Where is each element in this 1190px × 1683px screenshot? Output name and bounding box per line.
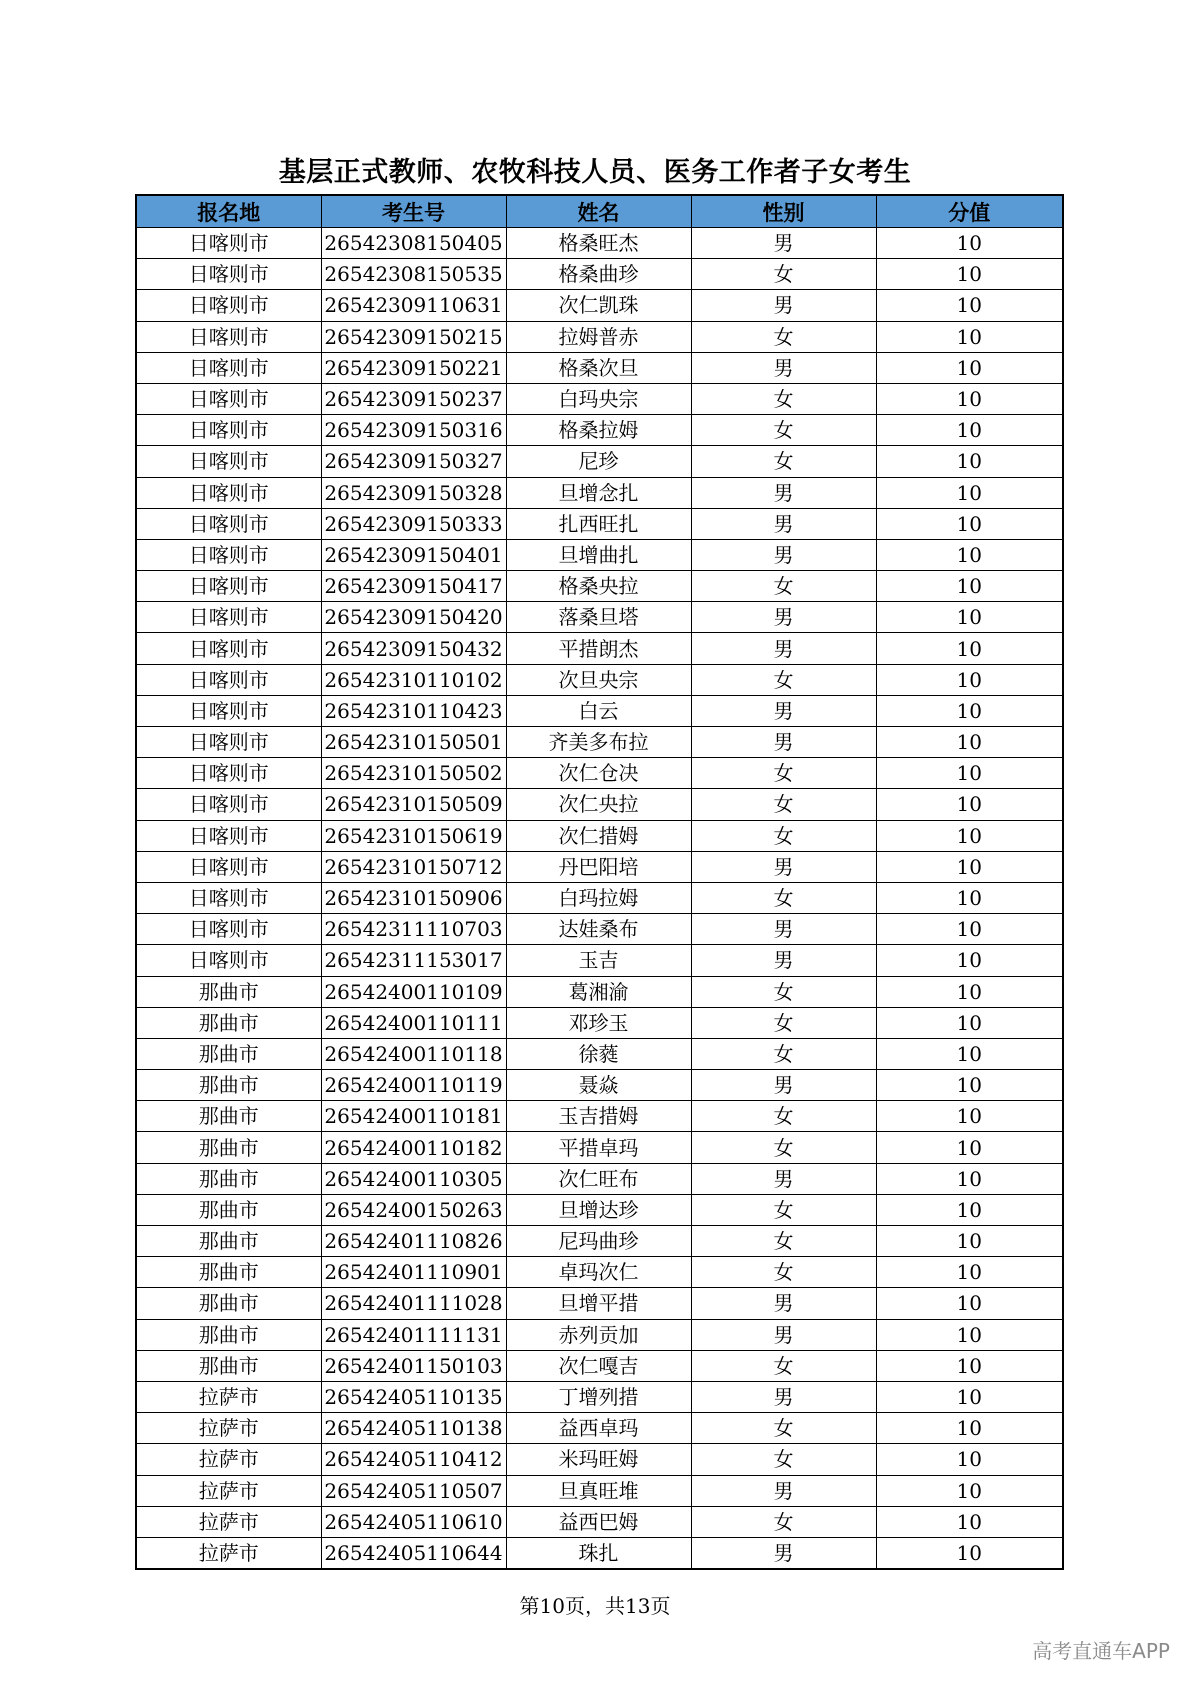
cell-name: 次旦央宗 xyxy=(506,664,691,695)
table-row xyxy=(136,633,1063,664)
table-row xyxy=(136,1475,1063,1506)
cell-candidate-number: 26542308150535 xyxy=(321,259,506,290)
cell-name: 赤列贡加 xyxy=(506,1319,691,1350)
cell-score: 10 xyxy=(876,1007,1063,1038)
cell-score: 10 xyxy=(876,228,1063,259)
cell-score: 10 xyxy=(876,1350,1063,1381)
header-registration-place: 报名地 xyxy=(136,195,321,228)
cell-name: 旦增平措 xyxy=(506,1288,691,1319)
cell-score: 10 xyxy=(876,321,1063,352)
cell-name: 次仁措姆 xyxy=(506,820,691,851)
cell-score: 10 xyxy=(876,571,1063,602)
header-name: 姓名 xyxy=(506,195,691,228)
cell-candidate-number: 26542310110102 xyxy=(321,664,506,695)
cell-score: 10 xyxy=(876,477,1063,508)
cell-registration-place: 拉萨市 xyxy=(136,1381,321,1412)
cell-gender: 男 xyxy=(691,914,876,945)
cell-gender: 男 xyxy=(691,477,876,508)
cell-name: 旦增达珍 xyxy=(506,1194,691,1225)
cell-gender: 男 xyxy=(691,727,876,758)
cell-score: 10 xyxy=(876,1194,1063,1225)
cell-name: 次仁央拉 xyxy=(506,789,691,820)
cell-registration-place: 那曲市 xyxy=(136,1350,321,1381)
cell-gender: 女 xyxy=(691,1257,876,1288)
cell-candidate-number: 26542309150327 xyxy=(321,446,506,477)
cell-gender: 女 xyxy=(691,1101,876,1132)
candidate-table xyxy=(135,194,1064,1570)
cell-score: 10 xyxy=(876,602,1063,633)
cell-registration-place: 拉萨市 xyxy=(136,1506,321,1537)
cell-candidate-number: 26542309150420 xyxy=(321,602,506,633)
cell-gender: 男 xyxy=(691,851,876,882)
table-row xyxy=(136,508,1063,539)
cell-name: 平措卓玛 xyxy=(506,1132,691,1163)
cell-candidate-number: 26542401110826 xyxy=(321,1226,506,1257)
cell-registration-place: 日喀则市 xyxy=(136,228,321,259)
cell-name: 格桑次旦 xyxy=(506,352,691,383)
cell-registration-place: 那曲市 xyxy=(136,1319,321,1350)
cell-score: 10 xyxy=(876,882,1063,913)
table-row xyxy=(136,945,1063,976)
table-row xyxy=(136,1506,1063,1537)
cell-score: 10 xyxy=(876,789,1063,820)
cell-registration-place: 日喀则市 xyxy=(136,290,321,321)
cell-name: 米玛旺姆 xyxy=(506,1444,691,1475)
table-row xyxy=(136,415,1063,446)
cell-name: 尼珍 xyxy=(506,446,691,477)
cell-candidate-number: 26542400110182 xyxy=(321,1132,506,1163)
cell-registration-place: 日喀则市 xyxy=(136,259,321,290)
cell-score: 10 xyxy=(876,290,1063,321)
cell-name: 珠扎 xyxy=(506,1537,691,1569)
cell-registration-place: 那曲市 xyxy=(136,1194,321,1225)
cell-registration-place: 日喀则市 xyxy=(136,415,321,446)
cell-score: 10 xyxy=(876,1537,1063,1569)
table-row xyxy=(136,789,1063,820)
cell-registration-place: 拉萨市 xyxy=(136,1537,321,1569)
cell-score: 10 xyxy=(876,1288,1063,1319)
cell-gender: 女 xyxy=(691,1194,876,1225)
cell-candidate-number: 26542400110181 xyxy=(321,1101,506,1132)
cell-gender: 女 xyxy=(691,1413,876,1444)
cell-registration-place: 那曲市 xyxy=(136,1257,321,1288)
cell-registration-place: 日喀则市 xyxy=(136,571,321,602)
header-candidate-number: 考生号 xyxy=(321,195,506,228)
cell-gender: 男 xyxy=(691,1537,876,1569)
cell-candidate-number: 26542405110135 xyxy=(321,1381,506,1412)
table-row xyxy=(136,727,1063,758)
cell-score: 10 xyxy=(876,1226,1063,1257)
cell-candidate-number: 26542310150712 xyxy=(321,851,506,882)
cell-score: 10 xyxy=(876,1132,1063,1163)
table-row xyxy=(136,914,1063,945)
cell-name: 齐美多布拉 xyxy=(506,727,691,758)
cell-candidate-number: 26542311153017 xyxy=(321,945,506,976)
cell-gender: 女 xyxy=(691,1007,876,1038)
cell-name: 白云 xyxy=(506,695,691,726)
cell-name: 益西巴姆 xyxy=(506,1506,691,1537)
table-row xyxy=(136,976,1063,1007)
cell-registration-place: 日喀则市 xyxy=(136,758,321,789)
cell-score: 10 xyxy=(876,820,1063,851)
cell-gender: 女 xyxy=(691,259,876,290)
cell-candidate-number: 26542310150501 xyxy=(321,727,506,758)
table-row xyxy=(136,1257,1063,1288)
cell-candidate-number: 26542400110305 xyxy=(321,1163,506,1194)
cell-gender: 男 xyxy=(691,228,876,259)
cell-registration-place: 日喀则市 xyxy=(136,539,321,570)
cell-registration-place: 那曲市 xyxy=(136,1101,321,1132)
table-row xyxy=(136,321,1063,352)
cell-name: 扎西旺扎 xyxy=(506,508,691,539)
cell-name: 旦增曲扎 xyxy=(506,539,691,570)
cell-registration-place: 日喀则市 xyxy=(136,602,321,633)
cell-gender: 女 xyxy=(691,446,876,477)
cell-gender: 女 xyxy=(691,415,876,446)
cell-registration-place: 那曲市 xyxy=(136,1288,321,1319)
cell-registration-place: 日喀则市 xyxy=(136,727,321,758)
cell-candidate-number: 26542405110507 xyxy=(321,1475,506,1506)
cell-registration-place: 日喀则市 xyxy=(136,820,321,851)
cell-name: 卓玛次仁 xyxy=(506,1257,691,1288)
cell-score: 10 xyxy=(876,1381,1063,1412)
cell-gender: 女 xyxy=(691,383,876,414)
cell-name: 葛湘渝 xyxy=(506,976,691,1007)
cell-name: 拉姆普赤 xyxy=(506,321,691,352)
cell-registration-place: 日喀则市 xyxy=(136,664,321,695)
cell-candidate-number: 26542309110631 xyxy=(321,290,506,321)
cell-score: 10 xyxy=(876,976,1063,1007)
table-row xyxy=(136,664,1063,695)
cell-score: 10 xyxy=(876,1319,1063,1350)
table-row xyxy=(136,1537,1063,1569)
cell-candidate-number: 26542400110119 xyxy=(321,1070,506,1101)
cell-registration-place: 拉萨市 xyxy=(136,1444,321,1475)
cell-registration-place: 日喀则市 xyxy=(136,508,321,539)
cell-candidate-number: 26542309150401 xyxy=(321,539,506,570)
cell-score: 10 xyxy=(876,1101,1063,1132)
cell-registration-place: 日喀则市 xyxy=(136,882,321,913)
cell-gender: 女 xyxy=(691,882,876,913)
cell-candidate-number: 26542308150405 xyxy=(321,228,506,259)
cell-name: 次仁旺布 xyxy=(506,1163,691,1194)
cell-candidate-number: 26542310150906 xyxy=(321,882,506,913)
table-row xyxy=(136,1288,1063,1319)
cell-gender: 女 xyxy=(691,976,876,1007)
watermark: 高考直通车APP xyxy=(1032,1639,1170,1663)
cell-name: 落桑旦塔 xyxy=(506,602,691,633)
cell-name: 白玛央宗 xyxy=(506,383,691,414)
table-row xyxy=(136,1319,1063,1350)
cell-registration-place: 那曲市 xyxy=(136,1038,321,1069)
table-header-row xyxy=(136,195,1063,228)
table-row xyxy=(136,1444,1063,1475)
cell-gender: 男 xyxy=(691,1319,876,1350)
table-row xyxy=(136,290,1063,321)
cell-gender: 男 xyxy=(691,633,876,664)
cell-score: 10 xyxy=(876,383,1063,414)
cell-registration-place: 日喀则市 xyxy=(136,945,321,976)
cell-name: 玉吉 xyxy=(506,945,691,976)
cell-score: 10 xyxy=(876,1475,1063,1506)
cell-score: 10 xyxy=(876,727,1063,758)
cell-candidate-number: 26542310150509 xyxy=(321,789,506,820)
cell-score: 10 xyxy=(876,539,1063,570)
cell-score: 10 xyxy=(876,851,1063,882)
cell-candidate-number: 26542405110644 xyxy=(321,1537,506,1569)
table-row xyxy=(136,571,1063,602)
cell-score: 10 xyxy=(876,446,1063,477)
header-gender: 性别 xyxy=(691,195,876,228)
cell-score: 10 xyxy=(876,1257,1063,1288)
cell-candidate-number: 26542309150417 xyxy=(321,571,506,602)
cell-name: 益西卓玛 xyxy=(506,1413,691,1444)
cell-name: 尼玛曲珍 xyxy=(506,1226,691,1257)
cell-candidate-number: 26542400110111 xyxy=(321,1007,506,1038)
cell-candidate-number: 26542309150316 xyxy=(321,415,506,446)
cell-name: 次仁嘎吉 xyxy=(506,1350,691,1381)
table-row xyxy=(136,1007,1063,1038)
cell-gender: 男 xyxy=(691,602,876,633)
cell-gender: 男 xyxy=(691,1163,876,1194)
cell-score: 10 xyxy=(876,1070,1063,1101)
cell-registration-place: 日喀则市 xyxy=(136,789,321,820)
table-row xyxy=(136,259,1063,290)
table-row xyxy=(136,1132,1063,1163)
cell-gender: 男 xyxy=(691,1070,876,1101)
cell-gender: 男 xyxy=(691,290,876,321)
cell-registration-place: 拉萨市 xyxy=(136,1475,321,1506)
cell-score: 10 xyxy=(876,352,1063,383)
table-row xyxy=(136,539,1063,570)
cell-registration-place: 日喀则市 xyxy=(136,383,321,414)
cell-name: 格桑央拉 xyxy=(506,571,691,602)
cell-name: 聂焱 xyxy=(506,1070,691,1101)
cell-candidate-number: 26542311110703 xyxy=(321,914,506,945)
cell-name: 平措朗杰 xyxy=(506,633,691,664)
cell-registration-place: 那曲市 xyxy=(136,1007,321,1038)
cell-candidate-number: 26542309150328 xyxy=(321,477,506,508)
cell-candidate-number: 26542401111131 xyxy=(321,1319,506,1350)
cell-candidate-number: 26542309150237 xyxy=(321,383,506,414)
table-row xyxy=(136,820,1063,851)
cell-candidate-number: 26542310150502 xyxy=(321,758,506,789)
cell-name: 徐蕤 xyxy=(506,1038,691,1069)
cell-candidate-number: 26542309150221 xyxy=(321,352,506,383)
cell-registration-place: 那曲市 xyxy=(136,1070,321,1101)
cell-candidate-number: 26542401150103 xyxy=(321,1350,506,1381)
table-row xyxy=(136,383,1063,414)
cell-candidate-number: 26542310150619 xyxy=(321,820,506,851)
cell-candidate-number: 26542400110118 xyxy=(321,1038,506,1069)
cell-name: 格桑曲珍 xyxy=(506,259,691,290)
cell-score: 10 xyxy=(876,664,1063,695)
cell-registration-place: 那曲市 xyxy=(136,1132,321,1163)
cell-registration-place: 那曲市 xyxy=(136,1163,321,1194)
cell-gender: 男 xyxy=(691,352,876,383)
cell-gender: 女 xyxy=(691,1038,876,1069)
cell-gender: 男 xyxy=(691,1475,876,1506)
cell-score: 10 xyxy=(876,1506,1063,1537)
cell-gender: 男 xyxy=(691,945,876,976)
cell-name: 玉吉措姆 xyxy=(506,1101,691,1132)
table-row xyxy=(136,1163,1063,1194)
cell-registration-place: 那曲市 xyxy=(136,1226,321,1257)
cell-gender: 女 xyxy=(691,789,876,820)
cell-registration-place: 那曲市 xyxy=(136,976,321,1007)
cell-candidate-number: 26542405110610 xyxy=(321,1506,506,1537)
cell-candidate-number: 26542400150263 xyxy=(321,1194,506,1225)
table-row xyxy=(136,1381,1063,1412)
cell-score: 10 xyxy=(876,415,1063,446)
table-row xyxy=(136,602,1063,633)
cell-candidate-number: 26542310110423 xyxy=(321,695,506,726)
cell-gender: 男 xyxy=(691,695,876,726)
cell-score: 10 xyxy=(876,695,1063,726)
cell-gender: 女 xyxy=(691,571,876,602)
cell-name: 格桑拉姆 xyxy=(506,415,691,446)
cell-candidate-number: 26542405110412 xyxy=(321,1444,506,1475)
cell-score: 10 xyxy=(876,1413,1063,1444)
cell-score: 10 xyxy=(876,508,1063,539)
cell-gender: 女 xyxy=(691,1444,876,1475)
cell-gender: 女 xyxy=(691,820,876,851)
cell-gender: 女 xyxy=(691,1132,876,1163)
cell-gender: 男 xyxy=(691,539,876,570)
cell-gender: 男 xyxy=(691,1381,876,1412)
cell-name: 丁增列措 xyxy=(506,1381,691,1412)
cell-registration-place: 日喀则市 xyxy=(136,446,321,477)
cell-candidate-number: 26542401111028 xyxy=(321,1288,506,1319)
table-row xyxy=(136,1350,1063,1381)
cell-score: 10 xyxy=(876,1163,1063,1194)
table-row xyxy=(136,1101,1063,1132)
cell-gender: 女 xyxy=(691,758,876,789)
cell-candidate-number: 26542400110109 xyxy=(321,976,506,1007)
page-number: 第10页，共13页 xyxy=(519,1594,671,1618)
cell-gender: 男 xyxy=(691,1288,876,1319)
cell-name: 旦真旺堆 xyxy=(506,1475,691,1506)
table-row xyxy=(136,1194,1063,1225)
cell-gender: 女 xyxy=(691,1350,876,1381)
cell-score: 10 xyxy=(876,945,1063,976)
table-row xyxy=(136,851,1063,882)
cell-gender: 女 xyxy=(691,321,876,352)
cell-registration-place: 日喀则市 xyxy=(136,477,321,508)
table-row xyxy=(136,695,1063,726)
cell-candidate-number: 26542401110901 xyxy=(321,1257,506,1288)
cell-score: 10 xyxy=(876,633,1063,664)
cell-registration-place: 日喀则市 xyxy=(136,352,321,383)
cell-score: 10 xyxy=(876,914,1063,945)
cell-registration-place: 日喀则市 xyxy=(136,851,321,882)
cell-gender: 男 xyxy=(691,508,876,539)
cell-registration-place: 日喀则市 xyxy=(136,914,321,945)
cell-registration-place: 日喀则市 xyxy=(136,633,321,664)
cell-candidate-number: 26542309150333 xyxy=(321,508,506,539)
cell-registration-place: 日喀则市 xyxy=(136,321,321,352)
cell-registration-place: 日喀则市 xyxy=(136,695,321,726)
table-row xyxy=(136,758,1063,789)
table-row xyxy=(136,1038,1063,1069)
table-row xyxy=(136,1070,1063,1101)
table-body xyxy=(136,228,1063,1570)
cell-name: 白玛拉姆 xyxy=(506,882,691,913)
cell-score: 10 xyxy=(876,259,1063,290)
table-row xyxy=(136,446,1063,477)
cell-name: 次仁仓决 xyxy=(506,758,691,789)
cell-candidate-number: 26542309150215 xyxy=(321,321,506,352)
cell-name: 达娃桑布 xyxy=(506,914,691,945)
cell-candidate-number: 26542309150432 xyxy=(321,633,506,664)
cell-name: 格桑旺杰 xyxy=(506,228,691,259)
cell-gender: 女 xyxy=(691,664,876,695)
table-row xyxy=(136,1226,1063,1257)
table-row xyxy=(136,882,1063,913)
cell-name: 丹巴阳培 xyxy=(506,851,691,882)
table-row xyxy=(136,477,1063,508)
cell-score: 10 xyxy=(876,1038,1063,1069)
header-score: 分值 xyxy=(876,195,1063,228)
cell-gender: 女 xyxy=(691,1226,876,1257)
cell-candidate-number: 26542405110138 xyxy=(321,1413,506,1444)
cell-score: 10 xyxy=(876,758,1063,789)
table-row xyxy=(136,352,1063,383)
page-title: 基层正式教师、农牧科技人员、医务工作者子女考生 xyxy=(278,157,912,188)
cell-name: 旦增念扎 xyxy=(506,477,691,508)
table-row xyxy=(136,228,1063,259)
cell-gender: 女 xyxy=(691,1506,876,1537)
cell-name: 次仁凯珠 xyxy=(506,290,691,321)
cell-registration-place: 拉萨市 xyxy=(136,1413,321,1444)
table-row xyxy=(136,1413,1063,1444)
cell-score: 10 xyxy=(876,1444,1063,1475)
cell-name: 邓珍玉 xyxy=(506,1007,691,1038)
